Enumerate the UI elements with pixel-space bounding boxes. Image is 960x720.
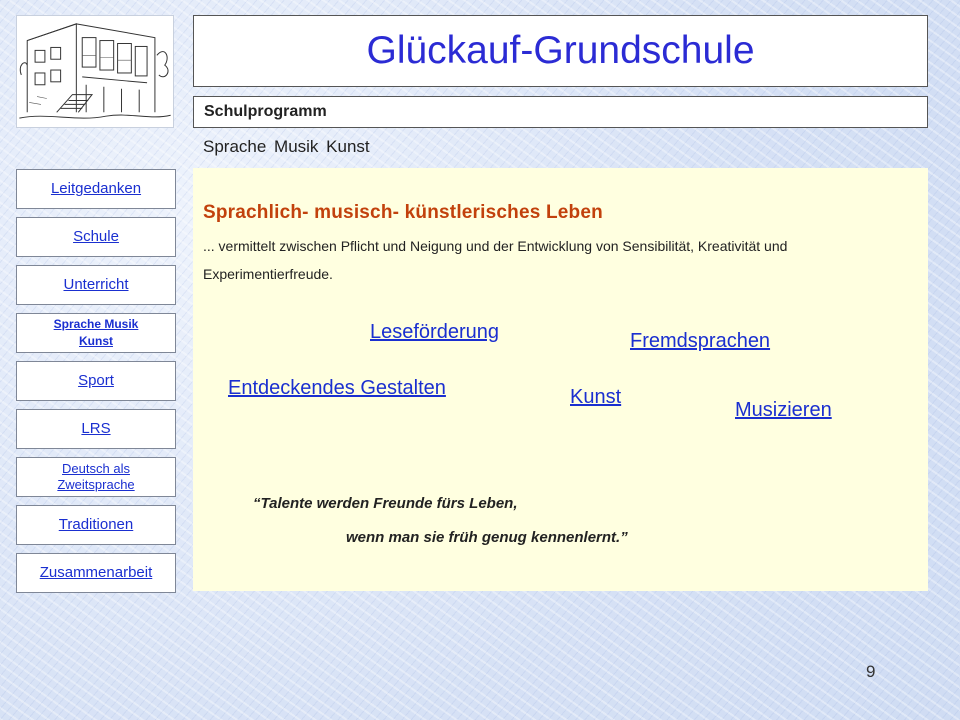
sidebar-link-lrs[interactable]: LRS (81, 420, 111, 437)
content-heading: Sprachlich- musisch- künstlerisches Leben (203, 202, 603, 223)
link-musizieren[interactable]: Musizieren (735, 399, 832, 421)
quote-line-1: “Talente werden Freunde fürs Leben, (253, 495, 518, 512)
breadcrumb: Sprache Musik Kunst (203, 137, 370, 156)
sidebar-item-schule[interactable] (16, 217, 176, 257)
sidebar-link-sport[interactable]: Sport (78, 372, 114, 389)
sidebar-link-schule[interactable]: Schule (73, 228, 119, 245)
sidebar-item-leitgedanken[interactable] (16, 169, 176, 209)
sidebar-link-deutsch-als-zweitsprache[interactable]: Deutsch als Zweitsprache (57, 461, 135, 492)
section-title: Schulprogramm (204, 103, 327, 120)
sidebar-item-traditionen[interactable] (16, 505, 176, 545)
sidebar-item-sprache-musik-kunst[interactable] (16, 313, 176, 353)
sidebar-item-sport[interactable] (16, 361, 176, 401)
content-panel (193, 168, 928, 591)
sidebar-item-lrs[interactable] (16, 409, 176, 449)
sidebar-item-unterricht[interactable] (16, 265, 176, 305)
page-title-box (193, 15, 928, 87)
sidebar-item-zusammenarbeit[interactable] (16, 553, 176, 593)
link-lesefoerderung[interactable]: Leseförderung (370, 321, 499, 343)
school-logo (16, 15, 174, 128)
link-entdeckendes-gestalten[interactable]: Entdeckendes Gestalten (228, 377, 446, 399)
quote-line-2: wenn man sie früh genug kennenlernt.” (346, 529, 628, 546)
page-number: 9 (866, 662, 876, 681)
sidebar-link-zusammenarbeit[interactable]: Zusammenarbeit (39, 564, 153, 581)
page-title: Glückauf-Grundschule (366, 29, 755, 72)
sidebar-link-traditionen[interactable]: Traditionen (58, 516, 134, 533)
link-kunst[interactable]: Kunst (570, 386, 622, 408)
sidebar-link-leitgedanken[interactable]: Leitgedanken (50, 180, 142, 197)
sidebar-link-sprache-musik-kunst[interactable]: Sprache Musik Kunst (53, 317, 139, 348)
sidebar-item-deutsch-als-zweitsprache[interactable] (16, 457, 176, 497)
link-fremdsprachen[interactable]: Fremdsprachen (630, 330, 771, 352)
sidebar-link-unterricht[interactable]: Unterricht (63, 276, 129, 293)
section-title-box (193, 96, 928, 128)
content-description: ... vermittelt zwischen Pflicht und Neigung und der Entwicklung von Sensibilität, Kreativität und Experimentierfreude. (203, 238, 788, 282)
school-building-drawing (17, 16, 173, 127)
